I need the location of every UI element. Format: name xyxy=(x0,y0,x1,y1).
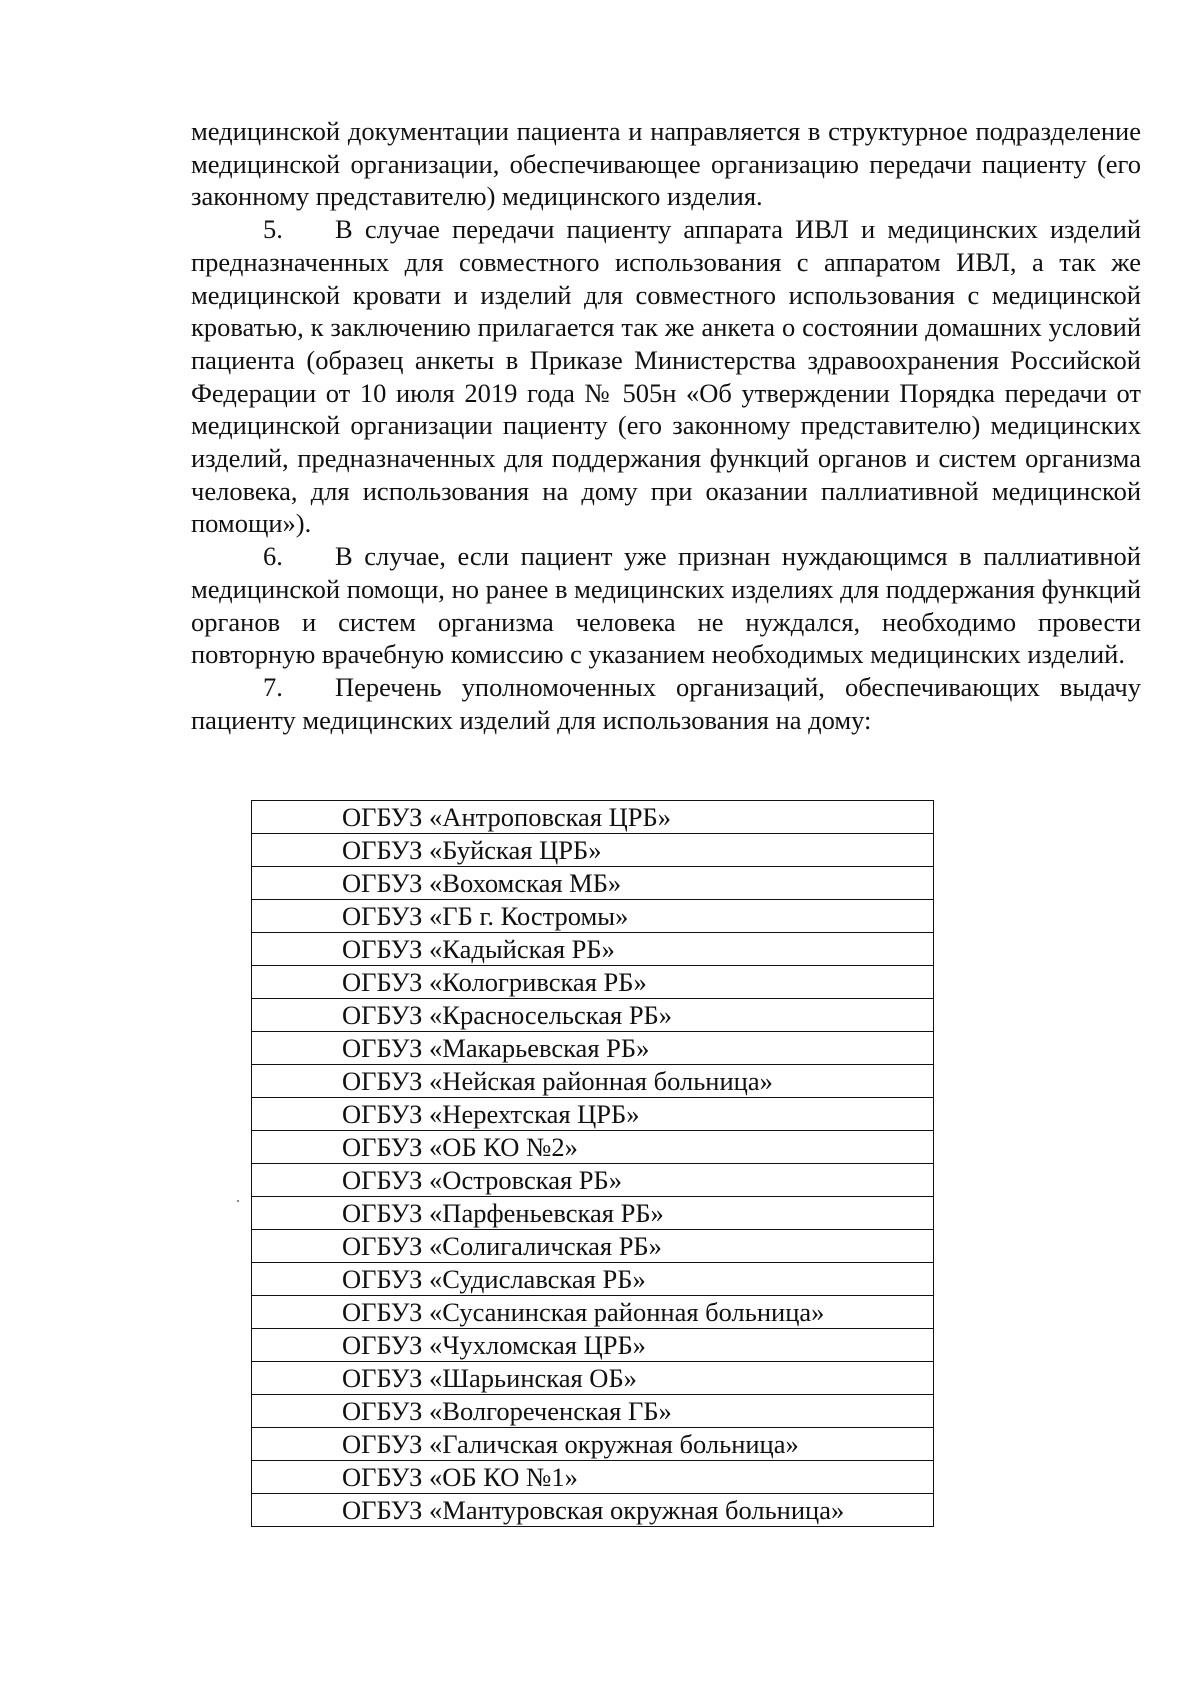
organization-name: ОГБУЗ «Мантуровская окружная больница» xyxy=(252,1494,934,1527)
organization-name: ОГБУЗ «ГБ г. Костромы» xyxy=(252,900,934,933)
table-row xyxy=(252,999,934,1032)
organization-name: ОГБУЗ «Шарьинская ОБ» xyxy=(252,1362,934,1395)
paragraph-number: 7. xyxy=(263,671,283,702)
paragraph-continuation: медицинской документации пациента и направляется в структурное подразделение медицинской организации, обеспечивающее организацию передачи пациенту (его законному представителю) медицинского изделия. xyxy=(191,116,1141,212)
table-row xyxy=(252,801,934,834)
organization-name: ОГБУЗ «Кологривская РБ» xyxy=(252,966,934,999)
organization-name: ОГБУЗ «ОБ КО №1» xyxy=(252,1461,934,1494)
organization-name: ОГБУЗ «Нейская районная больница» xyxy=(252,1065,934,1098)
document-body xyxy=(191,115,1141,736)
paragraph-text: В случае, если пациент уже признан нуждающимся в паллиативной медицинской помощи, но ранее в медицинских изделиях для поддержания функций органов и систем организма человека не нуждался, необходимо провести повторную врачебную комиссию с указанием необходимых медицинских изделий. xyxy=(191,541,1141,670)
paragraph-7 xyxy=(191,671,1141,736)
table-row xyxy=(252,1164,934,1197)
paragraph-number: 5. xyxy=(263,214,283,245)
table-row xyxy=(252,1032,934,1065)
organization-name: ОГБУЗ «Островская РБ» xyxy=(252,1164,934,1197)
paragraph-text: В случае передачи пациенту аппарата ИВЛ и медицинских изделий предназначенных для совместного использования с аппаратом ИВЛ, а так же медицинской кровати и изделий для совместного использования с медицинской кроватью, к заключению прилагается так же анкета о состоянии домашних условий пациента (образец анкеты в Приказе Министерства здравоохранения Российской Федерации от 10 июля 2019 года № 505н «Об утверждении Порядка передачи от медицинской организации пациенту (его законному представителю) медицинских изделий, предназначенных для поддержания функций органов и систем организма человека, для использования на дому при оказании паллиативной медицинской помощи»). xyxy=(191,214,1141,539)
table-row xyxy=(252,1329,934,1362)
paragraph-number: 6. xyxy=(263,541,283,572)
organization-name: ОГБУЗ «Волгореченская ГБ» xyxy=(252,1395,934,1428)
organization-name: ОГБУЗ «Парфеньевская РБ» xyxy=(252,1197,934,1230)
paragraph-5 xyxy=(191,213,1141,540)
organization-name: ОГБУЗ «Чухломская ЦРБ» xyxy=(252,1329,934,1362)
table-row xyxy=(252,1428,934,1461)
scan-speck xyxy=(237,1200,239,1202)
table-row xyxy=(252,1197,934,1230)
table-row xyxy=(252,1131,934,1164)
organization-name: ОГБУЗ «Галичская окружная больница» xyxy=(252,1428,934,1461)
table-row xyxy=(252,966,934,999)
table-row xyxy=(252,1461,934,1494)
organization-name: ОГБУЗ «Судиславская РБ» xyxy=(252,1263,934,1296)
table-row xyxy=(252,1362,934,1395)
table-row xyxy=(252,1098,934,1131)
organization-name: ОГБУЗ «ОБ КО №2» xyxy=(252,1131,934,1164)
table-row xyxy=(252,933,934,966)
organization-name: ОГБУЗ «Кадыйская РБ» xyxy=(252,933,934,966)
organization-name: ОГБУЗ «Красносельская РБ» xyxy=(252,999,934,1032)
table-row xyxy=(252,1065,934,1098)
paragraph-6 xyxy=(191,540,1141,671)
table-row xyxy=(252,1395,934,1428)
organization-name: ОГБУЗ «Антроповская ЦРБ» xyxy=(252,801,934,834)
table-row xyxy=(252,867,934,900)
table-row xyxy=(252,1263,934,1296)
table-row xyxy=(252,900,934,933)
organizations-table xyxy=(251,800,934,1527)
organization-name: ОГБУЗ «Вохомская МБ» xyxy=(252,867,934,900)
organization-name: ОГБУЗ «Макарьевская РБ» xyxy=(252,1032,934,1065)
organization-name: ОГБУЗ «Буйская ЦРБ» xyxy=(252,834,934,867)
table-row xyxy=(252,1230,934,1263)
paragraph-text: Перечень уполномоченных организаций, обеспечивающих выдачу пациенту медицинских изделий для использования на дому: xyxy=(191,671,1141,735)
table-row xyxy=(252,1296,934,1329)
table-row xyxy=(252,1494,934,1527)
organization-name: ОГБУЗ «Сусанинская районная больница» xyxy=(252,1296,934,1329)
organization-name: ОГБУЗ «Солигаличская РБ» xyxy=(252,1230,934,1263)
organization-name: ОГБУЗ «Нерехтская ЦРБ» xyxy=(252,1098,934,1131)
table-row xyxy=(252,834,934,867)
